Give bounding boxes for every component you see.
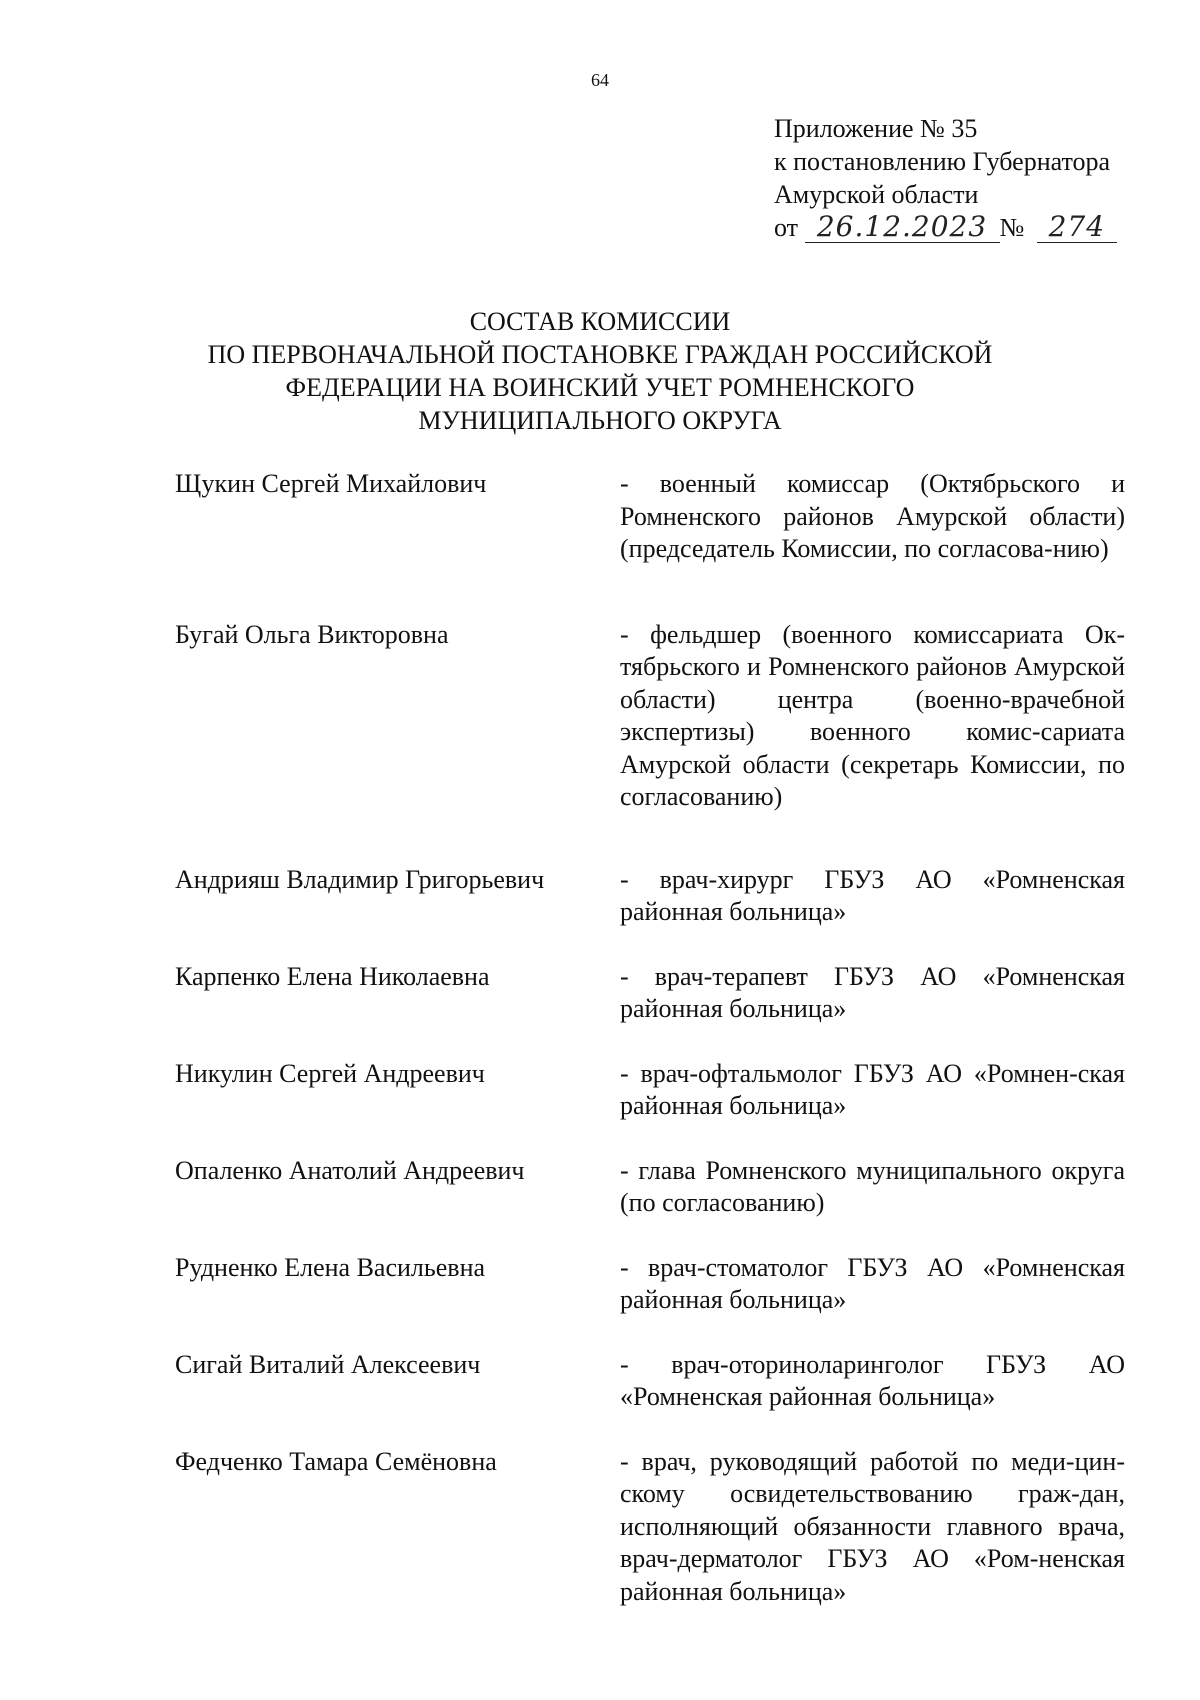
heading-line-4: МУНИЦИПАЛЬНОГО ОКРУГА bbox=[418, 406, 782, 435]
member-row bbox=[175, 1252, 1125, 1317]
heading-line-3: ФЕДЕРАЦИИ НА ВОИНСКИЙ УЧЕТ РОМНЕНСКОГО bbox=[285, 373, 915, 402]
member-name: Опаленко Анатолий Андреевич bbox=[175, 1155, 525, 1185]
heading-line-1: СОСТАВ КОМИССИИ bbox=[469, 307, 731, 336]
page-number: 64 bbox=[591, 70, 609, 90]
annex-decree: к постановлению Губернатора bbox=[774, 147, 1111, 176]
member-name: Андрияш Владимир Григорьевич bbox=[175, 864, 545, 894]
heading-line-2: ПО ПЕРВОНАЧАЛЬНОЙ ПОСТАНОВКЕ ГРАЖДАН РОССИЙСКОЙ bbox=[207, 340, 993, 369]
annex-date-prefix: от bbox=[774, 213, 799, 242]
annex-block bbox=[774, 112, 1174, 244]
member-row bbox=[175, 1446, 1125, 1609]
member-role: - врач-хирург ГБУЗ АО «Ромненская районная больница» bbox=[620, 864, 1125, 926]
member-role: - врач-оториноларинголог ГБУЗ АО «Ромненская районная больница» bbox=[620, 1349, 1125, 1411]
member-role: - врач-офтальмолог ГБУЗ АО «Ромнен-ская районная больница» bbox=[620, 1058, 1125, 1120]
handwritten-number: 274 bbox=[1037, 212, 1117, 243]
annex-date-line bbox=[774, 211, 1174, 244]
member-role: - военный комиссар (Октябрьского и Ромненского районов Амурской области) (председатель Комиссии, по согласова-нию) bbox=[620, 469, 1125, 563]
member-name: Щукин Сергей Михайлович bbox=[175, 469, 487, 498]
member-row bbox=[175, 1349, 1125, 1414]
annex-region: Амурской области bbox=[774, 180, 979, 209]
document-heading bbox=[0, 305, 1200, 437]
member-role: - врач, руководящий работой по меди-цин-скому освидетельствованию граж-дан, исполняющий обязанности главного врача, врач-дерматолог ГБУЗ АО «Ром-ненская районная больница» bbox=[620, 1446, 1125, 1606]
member-row bbox=[175, 1058, 1125, 1123]
member-row bbox=[175, 1155, 1125, 1220]
member-name: Карпенко Елена Николаевна bbox=[175, 961, 490, 991]
member-role: - глава Ромненского муниципального округа (по согласованию) bbox=[620, 1155, 1125, 1217]
member-row bbox=[175, 468, 1125, 566]
member-row bbox=[175, 961, 1125, 1026]
member-name: Сигай Виталий Алексеевич bbox=[175, 1349, 481, 1379]
member-row bbox=[175, 619, 1125, 814]
handwritten-date: 26.12.2023 bbox=[805, 212, 1000, 243]
members-list bbox=[175, 468, 1125, 1608]
member-row bbox=[175, 864, 1125, 929]
member-name: Федченко Тамара Семёновна bbox=[175, 1446, 497, 1476]
annex-title: Приложение № 35 bbox=[774, 114, 978, 143]
member-role: - фельдшер (военного комиссариата Ок-тябрьского и Ромненского районов Амурской области) центра (военно-врачебной экспертизы) военного комис-сариата Амурской области (секретарь Комиссии, по согласованию) bbox=[620, 619, 1125, 811]
member-role: - врач-терапевт ГБУЗ АО «Ромненская районная больница» bbox=[620, 961, 1125, 1023]
member-name: Рудненко Елена Васильевна bbox=[175, 1252, 486, 1282]
member-role: - врач-стоматолог ГБУЗ АО «Ромненская районная больница» bbox=[620, 1252, 1125, 1314]
member-name: Бугай Ольга Викторовна bbox=[175, 619, 449, 649]
annex-number-sign: № bbox=[999, 213, 1025, 242]
member-name: Никулин Сергей Андреевич bbox=[175, 1058, 485, 1088]
